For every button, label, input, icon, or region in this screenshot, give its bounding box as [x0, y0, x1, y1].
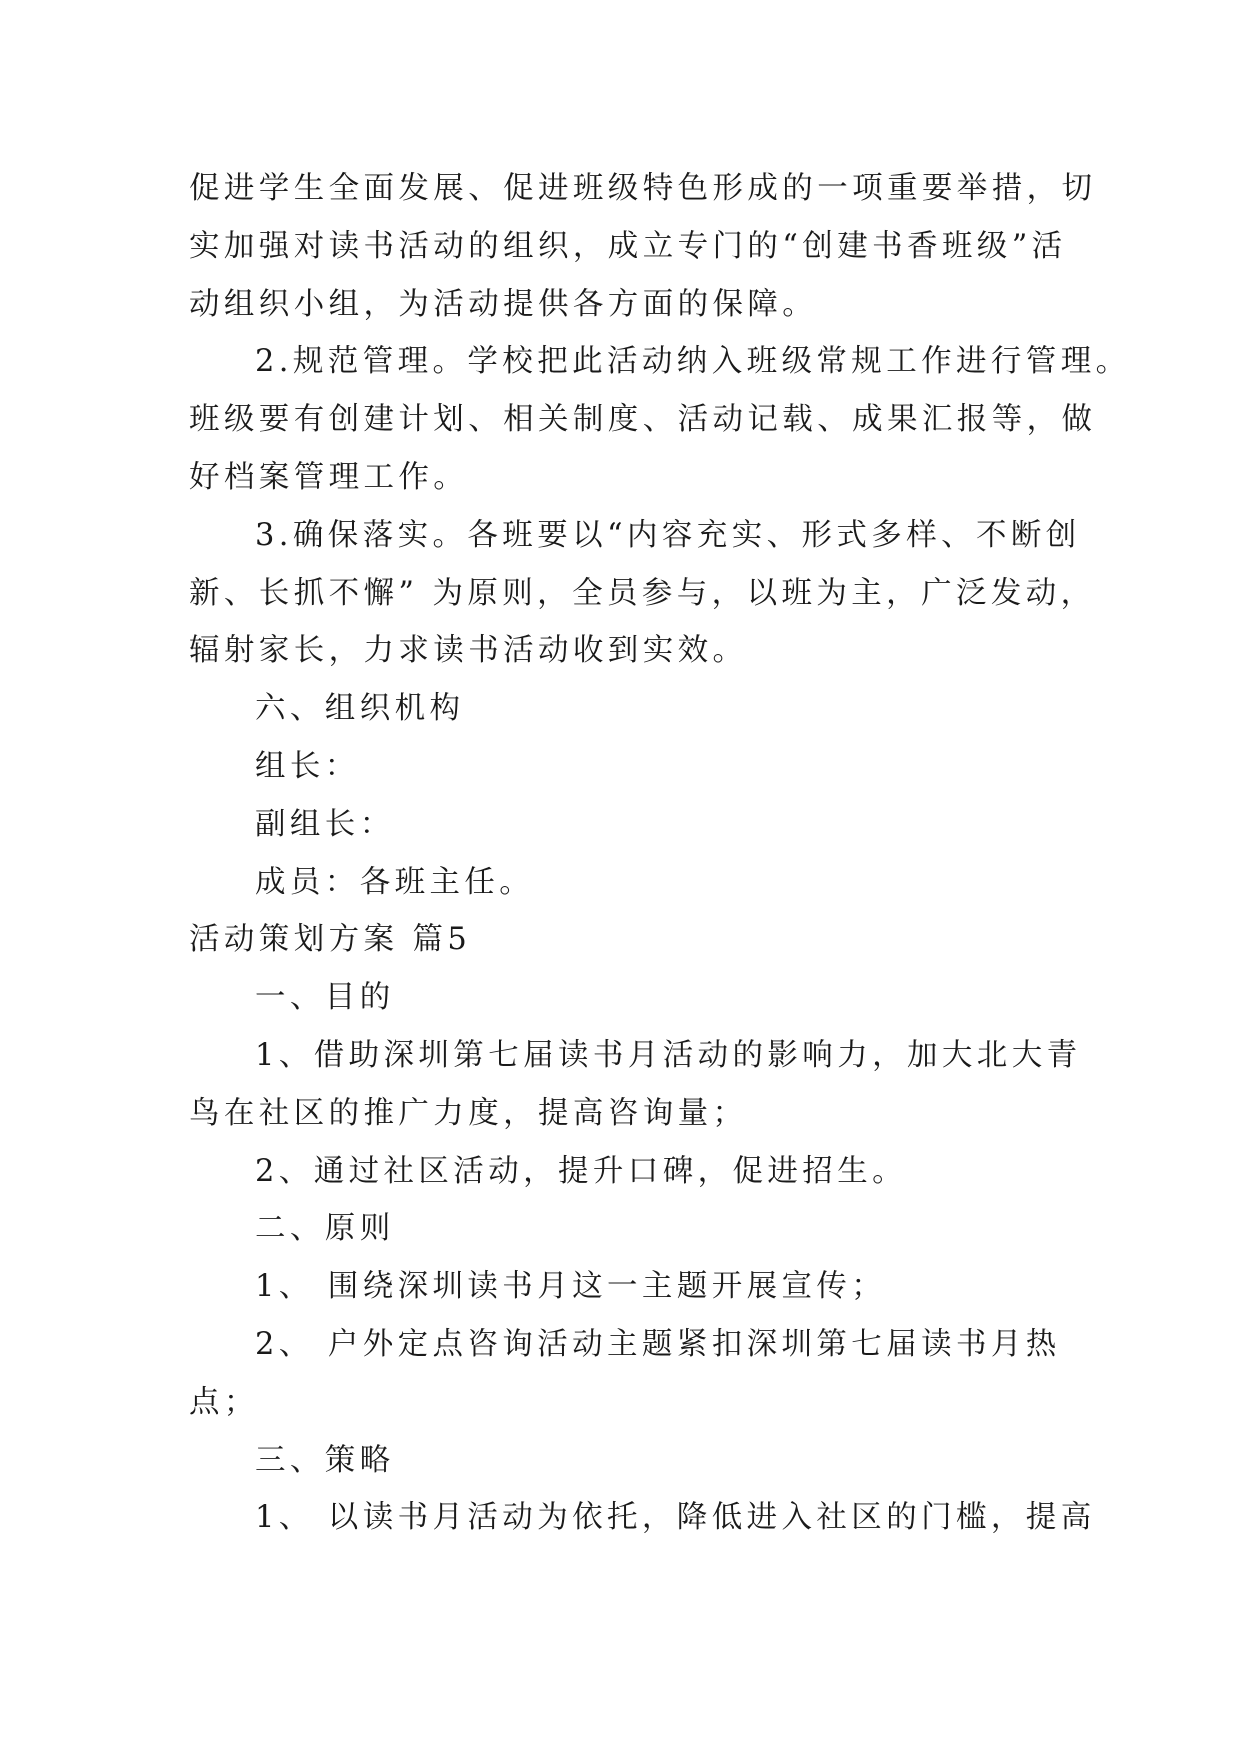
paragraph-line: 副组长： [255, 806, 395, 842]
section-heading: 三、策略 [255, 1442, 395, 1478]
paragraph-line: 2、 户外定点咨询活动主题紧扣深圳第七届读书月热 [255, 1326, 1061, 1362]
paragraph-line: 1、 围绕深圳读书月这一主题开展宣传； [255, 1269, 887, 1305]
paragraph-line: 促进学生全面发展、促进班级特色形成的一项重要举措，切 [189, 171, 1097, 206]
paragraph-line: 好档案管理工作。 [189, 459, 469, 495]
paragraph-line: 成员：各班主任。 [255, 864, 535, 900]
paragraph-line: 动组织小组，为活动提供各方面的保障。 [189, 286, 818, 322]
paragraph-line: 2.规范管理。学校把此活动纳入班级常规工作进行管理。 [255, 344, 1131, 380]
article-title: 活动策划方案 篇5 [189, 922, 472, 958]
paragraph-line: 组长： [255, 748, 360, 784]
section-heading: 六、组织机构 [255, 691, 465, 727]
paragraph-line: 点； [189, 1384, 259, 1420]
paragraph-line: 2、通过社区活动，提升口碑，促进招生。 [255, 1153, 908, 1189]
paragraph-line: 鸟在社区的推广力度，提高咨询量； [189, 1095, 748, 1131]
paragraph-line: 实加强对读书活动的组织，成立专门的“创建书香班级”活 [189, 228, 1067, 264]
paragraph-line: 辐射家长，力求读书活动收到实效。 [189, 633, 748, 669]
paragraph-line: 班级要有创建计划、相关制度、活动记载、成果汇报等，做 [189, 402, 1097, 438]
section-heading: 二、原则 [255, 1211, 395, 1247]
section-heading: 一、目的 [255, 980, 395, 1016]
paragraph-line: 3.确保落实。各班要以“内容充实、形式多样、不断创 [255, 517, 1081, 553]
document-body [189, 160, 1131, 1547]
paragraph-line: 1、借助深圳第七届读书月活动的影响力，加大北大青 [255, 1037, 1082, 1073]
paragraph-line: 新、长抓不懈” 为原则，全员参与，以班为主，广泛发动， [189, 575, 1096, 611]
paragraph-line: 1、 以读书月活动为依托，降低进入社区的门槛，提高 [255, 1500, 1096, 1536]
